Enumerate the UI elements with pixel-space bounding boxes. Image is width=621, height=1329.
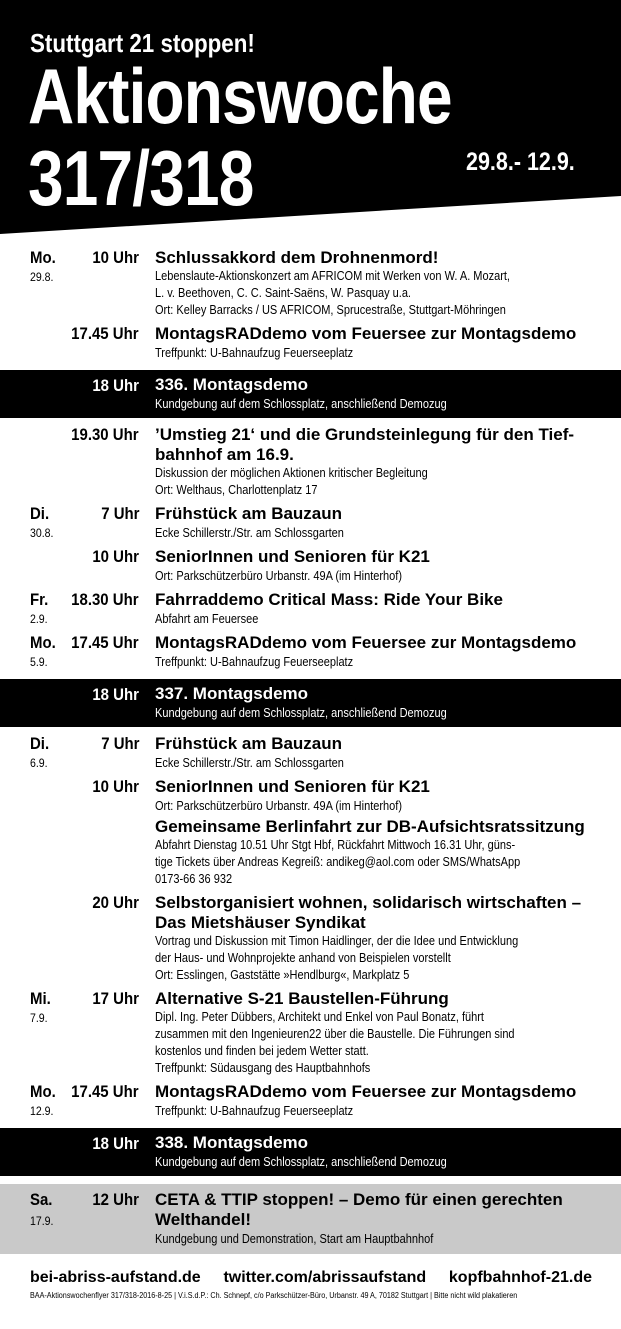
event-day: Fr.: [30, 590, 49, 609]
event-time: 18.30 Uhr: [71, 590, 139, 609]
event-row: [0, 987, 621, 1080]
event-time: 10 Uhr: [92, 248, 139, 267]
event-list: [0, 246, 621, 1254]
event-body: [155, 248, 591, 319]
event-body: [155, 989, 591, 1077]
event-row: [0, 732, 621, 775]
event-title: Fahrraddemo Critical Mass: Ride Your Bike: [155, 590, 503, 609]
event-row: [0, 322, 621, 365]
event-row: [0, 246, 621, 322]
event-body: [155, 1190, 591, 1248]
event-body: [155, 734, 591, 772]
event-row: [0, 545, 621, 588]
event-description: Ecke Schillerstr./Str. am Schlossgarten: [155, 756, 344, 770]
event-date: 30.8.: [30, 526, 54, 540]
event-subdescription: Abfahrt Dienstag 10.51 Uhr Stgt Hbf, Rückfahrt Mittwoch 16.31 Uhr, güns- tige Tickets über Andreas Kegreiß: andikeg@aol.com oder SMS/WhatsApp 0173-66 36 932: [155, 838, 521, 886]
event-body: [155, 504, 591, 542]
event-date: 17.9.: [30, 1214, 54, 1228]
event-time: 17.45 Uhr: [71, 633, 139, 652]
event-title: CETA & TTIP stoppen! – Demo für einen gerechten Welthandel!: [155, 1190, 563, 1229]
event-title: Frühstück am Bauzaun: [155, 734, 343, 753]
event-time: 17.45 Uhr: [71, 1082, 139, 1101]
event-day: Mo.: [30, 1082, 56, 1101]
event-time: 7 Uhr: [100, 734, 139, 753]
event-day: Di.: [30, 504, 50, 523]
event-body: [155, 1133, 591, 1171]
event-title: SeniorInnen und Senioren für K21: [155, 777, 430, 796]
event-row: [0, 1080, 621, 1123]
event-date: 5.9.: [30, 655, 48, 669]
event-description: Ecke Schillerstr./Str. am Schlossgarten: [155, 526, 344, 540]
event-description: Kundgebung auf dem Schlossplatz, anschließend Demozug: [155, 397, 447, 411]
event-row: [0, 775, 621, 891]
event-date: 6.9.: [30, 756, 48, 770]
event-body: [155, 425, 591, 499]
event-time: 19.30 Uhr: [71, 425, 139, 444]
event-row: [0, 1184, 621, 1254]
event-title: ’Umstieg 21‘ und die Grundsteinlegung für den Tief- bahnhof am 16.9.: [155, 425, 575, 464]
event-description: Treffpunkt: U-Bahnaufzug Feuerseeplatz: [155, 346, 354, 360]
event-description: Vortrag und Diskussion mit Timon Haidlinger, der die Idee und Entwicklung der Haus- und Wohnprojekte anhand von Beispielen vorstellt Ort: Esslingen, Gaststätte »Hendlburg«, Markplatz 5: [155, 934, 519, 982]
event-description: Kundgebung auf dem Schlossplatz, anschließend Demozug: [155, 1155, 447, 1169]
event-row: [0, 423, 621, 502]
footer: [0, 1266, 621, 1329]
event-body: [155, 777, 591, 888]
event-body: [155, 547, 591, 585]
event-time: 10 Uhr: [92, 547, 139, 566]
event-time: 17 Uhr: [92, 989, 139, 1008]
header-banner: [0, 0, 621, 250]
event-day: Sa.: [30, 1190, 53, 1209]
event-body: [155, 893, 591, 984]
event-title: 338. Montagsdemo: [155, 1133, 309, 1152]
event-time: 18 Uhr: [92, 376, 139, 395]
event-description: Treffpunkt: U-Bahnaufzug Feuerseeplatz: [155, 1104, 354, 1118]
event-description: Lebenslaute-Aktionskonzert am AFRICOM mit Werken von W. A. Mozart, L. v. Beethoven, C. C. Saint-Saëns, W. Pasquay u.a. Ort: Kelley Barracks / US AFRICOM, Sprucestraße, Stuttgart-Möhringen: [155, 269, 510, 317]
event-description: Ort: Parkschützerbüro Urbanstr. 49A (im Hinterhof): [155, 799, 402, 813]
event-day: Mi.: [30, 989, 51, 1008]
footer-link[interactable]: bei-abriss-aufstand.de: [30, 1269, 201, 1286]
event-title: 336. Montagsdemo: [155, 375, 309, 394]
event-title: MontagsRADdemo vom Feuersee zur Montagsdemo: [155, 324, 577, 343]
event-day: Mo.: [30, 633, 56, 652]
header-kicker: Stuttgart 21 stoppen!: [30, 28, 255, 58]
footer-fineprint: BAA-Aktionswochenflyer 317/318-2016-8-25 | V.i.S.d.P.: Ch. Schnepf, c/o Parkschützer-Büro, Urbanstr. 49 A, 70182 Stuttgart | Bitte nicht wild plakatieren: [30, 1291, 518, 1300]
event-row: [0, 370, 621, 418]
event-description: Treffpunkt: U-Bahnaufzug Feuerseeplatz: [155, 655, 354, 669]
event-title: MontagsRADdemo vom Feuersee zur Montagsdemo: [155, 1082, 577, 1101]
event-title: 337. Montagsdemo: [155, 684, 309, 703]
event-date: 29.8.: [30, 270, 54, 284]
event-description: Kundgebung auf dem Schlossplatz, anschließend Demozug: [155, 706, 447, 720]
event-time: 18 Uhr: [92, 1134, 139, 1153]
header-number: 317/318: [28, 134, 254, 222]
event-row: [0, 1128, 621, 1176]
event-title: Frühstück am Bauzaun: [155, 504, 343, 523]
event-body: [155, 375, 591, 413]
event-row: [0, 679, 621, 727]
event-time: 18 Uhr: [92, 685, 139, 704]
header-title: Aktionswoche: [28, 52, 452, 140]
event-row: [0, 502, 621, 545]
event-body: [155, 590, 591, 628]
event-date: 7.9.: [30, 1011, 48, 1025]
event-time: 17.45 Uhr: [71, 324, 139, 343]
event-time: 7 Uhr: [100, 504, 139, 523]
event-body: [155, 1082, 591, 1120]
event-day: Mo.: [30, 248, 56, 267]
event-row: [0, 588, 621, 631]
event-title: SeniorInnen und Senioren für K21: [155, 547, 430, 566]
event-body: [155, 633, 591, 671]
event-day: Di.: [30, 734, 50, 753]
event-title: MontagsRADdemo vom Feuersee zur Montagsdemo: [155, 633, 577, 652]
event-date: 12.9.: [30, 1104, 54, 1118]
event-time: 20 Uhr: [92, 893, 139, 912]
event-row: [0, 631, 621, 674]
event-title: Selbstorganisiert wohnen, solidarisch wirtschaften – Das Mietshäuser Syndikat: [155, 893, 582, 932]
event-title: Schlussakkord dem Drohnenmord!: [155, 248, 439, 267]
event-body: [155, 684, 591, 722]
event-description: Dipl. Ing. Peter Dübbers, Architekt und Enkel von Paul Bonatz, führt zusammen mit den Ingenieuren22 über die Baustelle. Die Führungen sind kostenlos und finden bei jedem Wetter statt. Treffpunkt: Südausgang des Hauptbahnhofs: [155, 1010, 515, 1075]
event-title: Alternative S-21 Baustellen-Führung: [155, 989, 449, 1008]
header-dates: 29.8.- 12.9.: [466, 148, 575, 176]
event-description: Abfahrt am Feuersee: [155, 612, 259, 626]
event-time: 10 Uhr: [92, 777, 139, 796]
event-body: [155, 324, 591, 362]
event-row: [0, 891, 621, 987]
footer-links: [30, 1269, 592, 1287]
footer-link[interactable]: kopfbahnhof-21.de: [448, 1269, 592, 1286]
event-subtitle: Gemeinsame Berlinfahrt zur DB-Aufsichtsratssitzung: [155, 817, 585, 836]
event-description: Kundgebung und Demonstration, Start am Hauptbahnhof: [155, 1232, 434, 1246]
event-description: Ort: Parkschützerbüro Urbanstr. 49A (im Hinterhof): [155, 569, 402, 583]
event-description: Diskussion der möglichen Aktionen kritischer Begleitung Ort: Welthaus, Charlottenplatz 17: [155, 466, 428, 497]
event-date: 2.9.: [30, 612, 48, 626]
event-time: 12 Uhr: [92, 1190, 139, 1209]
footer-link[interactable]: twitter.com/abrissaufstand: [223, 1269, 427, 1286]
